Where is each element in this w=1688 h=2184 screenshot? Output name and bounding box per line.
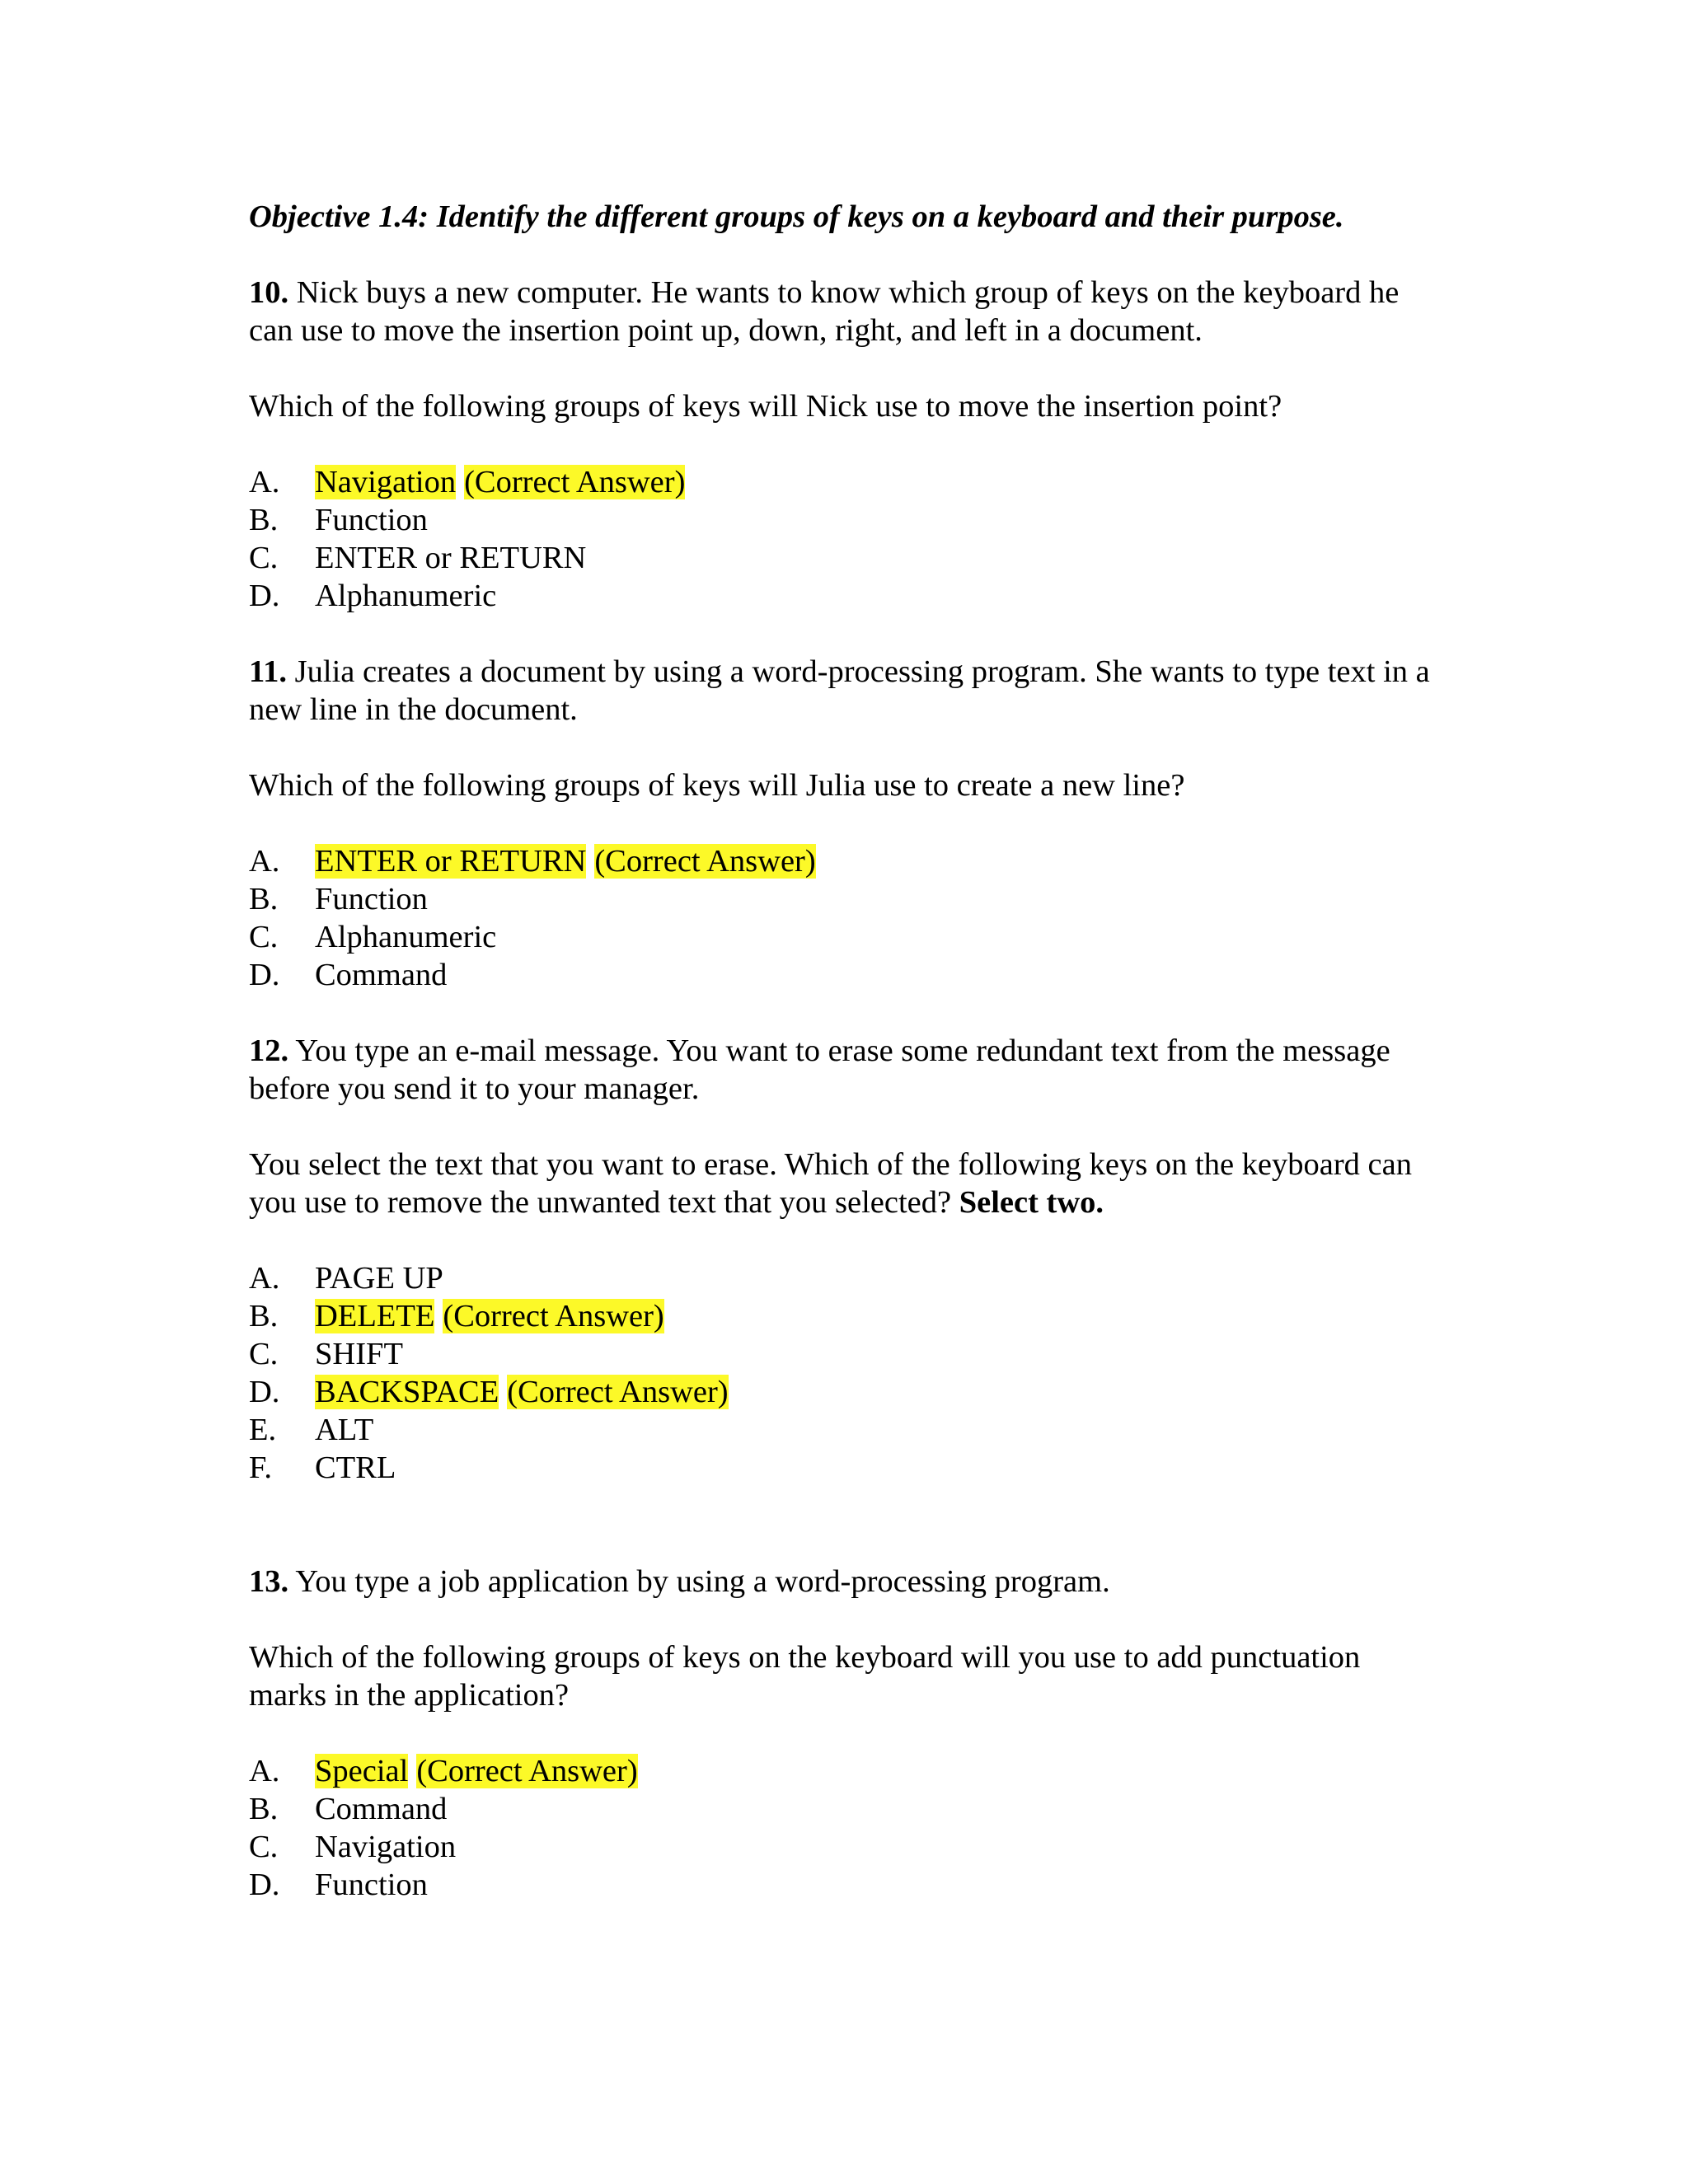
- option-letter: E.: [249, 1413, 277, 1447]
- correct-answer-label: (Correct Answer): [443, 1299, 664, 1333]
- option-text-highlighted: Navigation: [315, 465, 457, 499]
- document-content: [249, 198, 1444, 1904]
- correct-answer-label: (Correct Answer): [594, 844, 816, 879]
- option-text: Alphanumeric: [315, 920, 497, 954]
- answer-options: [249, 463, 1444, 615]
- question-number: 11.: [249, 654, 288, 689]
- answer-option-c: [249, 918, 1444, 956]
- answer-option-b: [249, 1790, 1444, 1828]
- correct-answer-label: (Correct Answer): [507, 1375, 729, 1409]
- question-10: [249, 274, 1444, 615]
- answer-option-d: [249, 1373, 1444, 1411]
- question-prompt: Which of the following groups of keys will Nick use to move the insertion point?: [249, 389, 1282, 424]
- select-two-instruction: Select two.: [959, 1185, 1104, 1220]
- option-text: Command: [315, 958, 448, 992]
- option-letter: C.: [249, 920, 279, 954]
- option-text-highlighted: DELETE: [315, 1299, 435, 1333]
- option-text: Function: [315, 503, 428, 537]
- option-text: SHIFT: [315, 1337, 403, 1371]
- option-letter: A.: [249, 844, 280, 879]
- option-letter: B.: [249, 1299, 279, 1333]
- question-12: [249, 1032, 1444, 1487]
- option-letter: C.: [249, 1830, 279, 1864]
- answer-options: [249, 1259, 1444, 1487]
- answer-option-f: [249, 1449, 1444, 1487]
- correct-answer-label: (Correct Answer): [464, 465, 686, 499]
- answer-option-d: [249, 956, 1444, 994]
- question-number: 10.: [249, 275, 289, 310]
- option-text-highlighted: ENTER or RETURN: [315, 844, 587, 879]
- question-prompt: [249, 1146, 1444, 1221]
- option-text: ALT: [315, 1413, 374, 1447]
- question-body: You type a job application by using a word-processing program.: [295, 1564, 1110, 1599]
- answer-option-c: [249, 539, 1444, 577]
- answer-option-d: [249, 577, 1444, 615]
- answer-option-a: [249, 842, 1444, 880]
- option-text: Navigation: [315, 1830, 457, 1864]
- option-text-highlighted: BACKSPACE: [315, 1375, 499, 1409]
- answer-options: [249, 842, 1444, 994]
- question-text: [249, 1563, 1444, 1601]
- option-letter: D.: [249, 958, 280, 992]
- question-text: [249, 274, 1444, 349]
- question-text: [249, 1032, 1444, 1108]
- option-letter: F.: [249, 1451, 272, 1485]
- question-11: [249, 653, 1444, 994]
- option-letter: D.: [249, 1868, 280, 1902]
- answer-option-d: [249, 1866, 1444, 1904]
- answer-option-b: [249, 501, 1444, 539]
- option-text: Alphanumeric: [315, 579, 497, 613]
- objective-heading: Objective 1.4: Identify the different groups of keys on a keyboard and their purpose.: [249, 199, 1344, 234]
- option-text: Function: [315, 882, 428, 916]
- option-letter: D.: [249, 1375, 280, 1409]
- question-body: Nick buys a new computer. He wants to know which group of keys on the keyboard he can use to move the insertion point up, down, right, and left in a document.: [249, 275, 1400, 348]
- answer-option-e: [249, 1411, 1444, 1449]
- answer-option-c: [249, 1828, 1444, 1866]
- option-text: PAGE UP: [315, 1261, 443, 1296]
- question-prompt: Which of the following groups of keys on the keyboard will you use to add punctuation marks in the application?: [249, 1640, 1361, 1713]
- option-text: Function: [315, 1868, 428, 1902]
- question-body: You type an e-mail message. You want to erase some redundant text from the message before you send it to your manager.: [249, 1033, 1390, 1106]
- question-number: 12.: [249, 1033, 289, 1068]
- option-letter: B.: [249, 1792, 279, 1826]
- option-text-highlighted: Special: [315, 1754, 409, 1788]
- question-text: [249, 653, 1444, 729]
- answer-options: [249, 1752, 1444, 1904]
- answer-option-a: [249, 1259, 1444, 1297]
- answer-option-b: [249, 880, 1444, 918]
- question-body: Julia creates a document by using a word-processing program. She wants to type text in a new line in the document.: [249, 654, 1430, 727]
- option-text: CTRL: [315, 1451, 396, 1485]
- option-text: ENTER or RETURN: [315, 541, 587, 575]
- question-13: [249, 1563, 1444, 1904]
- option-letter: A.: [249, 465, 280, 499]
- option-letter: C.: [249, 541, 279, 575]
- option-letter: B.: [249, 503, 279, 537]
- answer-option-b: [249, 1297, 1444, 1335]
- answer-option-a: [249, 1752, 1444, 1790]
- option-text: Command: [315, 1792, 448, 1826]
- question-prompt-text: You select the text that you want to erase. Which of the following keys on the keyboard can you use to remove the unwanted text that you selected?: [249, 1147, 1412, 1220]
- question-prompt: Which of the following groups of keys will Julia use to create a new line?: [249, 768, 1185, 803]
- answer-option-a: [249, 463, 1444, 501]
- question-number: 13.: [249, 1564, 289, 1599]
- option-letter: B.: [249, 882, 279, 916]
- option-letter: C.: [249, 1337, 279, 1371]
- answer-option-c: [249, 1335, 1444, 1373]
- correct-answer-label: (Correct Answer): [416, 1754, 638, 1788]
- option-letter: A.: [249, 1754, 280, 1788]
- option-letter: D.: [249, 579, 280, 613]
- option-letter: A.: [249, 1261, 280, 1296]
